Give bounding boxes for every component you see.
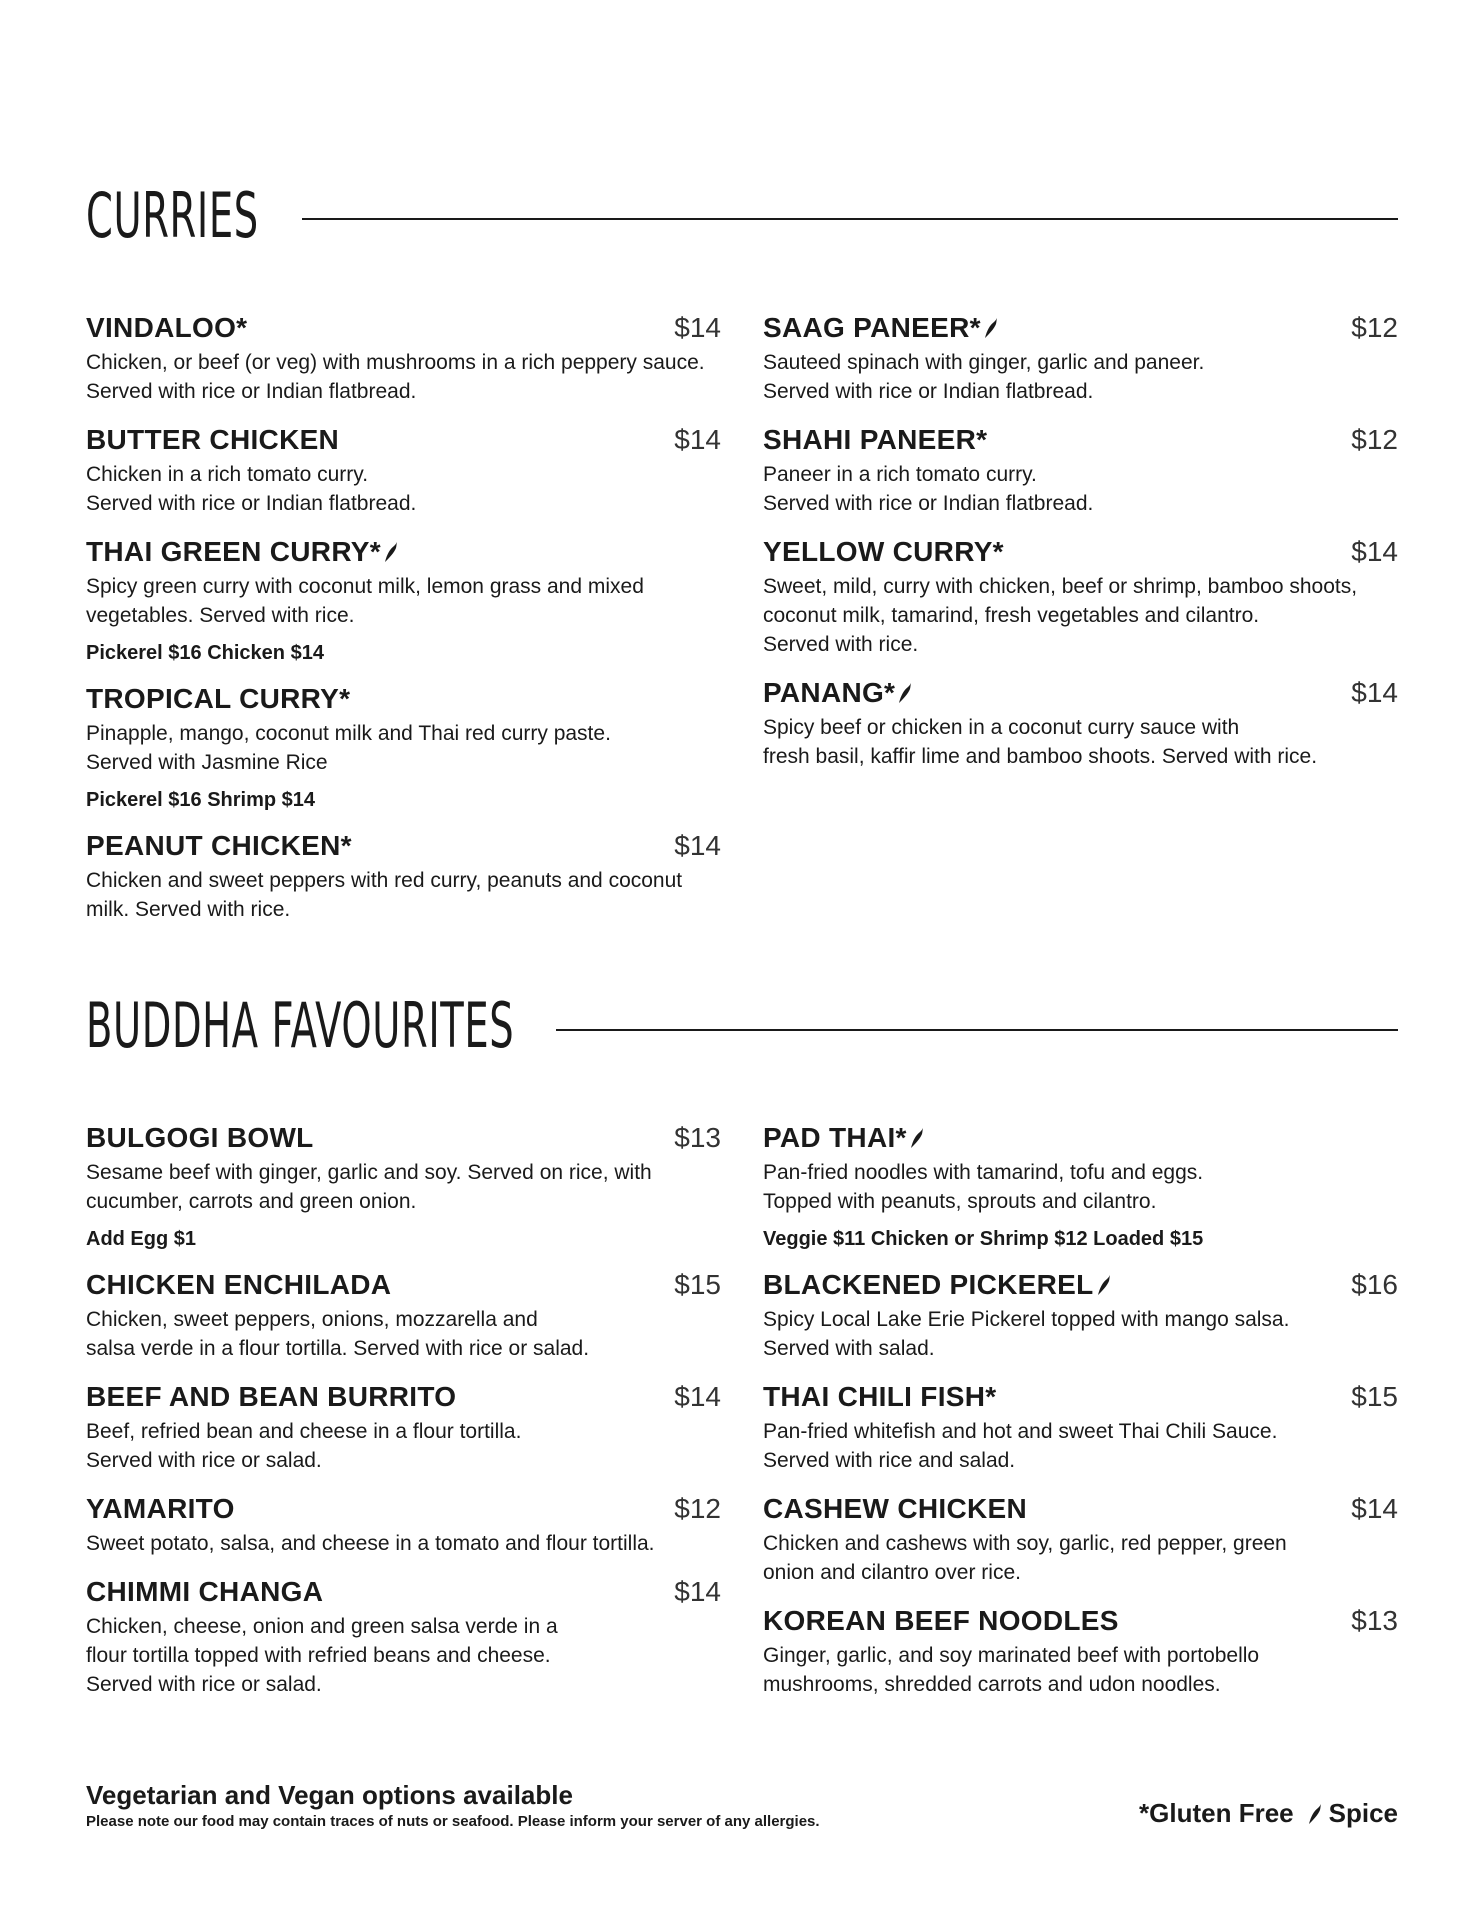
menu-item-header — [86, 312, 721, 344]
menu-item-price: $14 — [1351, 536, 1398, 567]
menu-item-name: PAD THAI* — [763, 1122, 907, 1153]
menu-item-title — [763, 1605, 1119, 1637]
menu-item-name: BULGOGI BOWL — [86, 1122, 314, 1153]
menu-item-title — [86, 830, 352, 862]
menu-item-panang — [763, 677, 1398, 771]
legend-gluten-free: *Gluten Free — [1139, 1798, 1294, 1828]
menu-item-name: CHICKEN ENCHILADA — [86, 1269, 392, 1300]
favourites-left-column — [86, 1122, 721, 1717]
menu-item-title — [763, 1269, 1112, 1301]
section-title-curries: CURRIES — [86, 179, 259, 252]
menu-item-peanut-chicken — [86, 830, 721, 924]
curries-left-column — [86, 312, 721, 942]
menu-item-header — [86, 830, 721, 862]
menu-item-price: $14 — [674, 424, 721, 455]
menu-item-title — [763, 536, 1004, 568]
chili-icon — [984, 317, 999, 339]
menu-item-options: Veggie $11 Chicken or Shrimp $12 Loaded $15 — [763, 1228, 1204, 1250]
menu-item-header — [86, 683, 721, 715]
menu-item-title — [763, 1122, 925, 1154]
menu-item-title — [763, 424, 987, 456]
curries-divider — [302, 218, 1398, 220]
menu-item-saag-paneer — [763, 312, 1398, 406]
menu-item-bulgogi-bowl — [86, 1122, 721, 1251]
curries-right-column — [763, 312, 1398, 789]
chili-icon — [1097, 1274, 1112, 1296]
menu-item-title — [86, 683, 350, 715]
menu-item-description: Sweet potato, salsa, and cheese in a tomato and flour tortilla. — [86, 1532, 655, 1555]
section-title-favourites: BUDDHA FAVOURITES — [86, 989, 515, 1062]
menu-item-price: $12 — [1351, 424, 1398, 455]
chili-icon — [1308, 1803, 1323, 1825]
menu-item-description: Chicken, sweet peppers, onions, mozzarella and salsa verde in a flour tortilla. Served with rice or salad. — [86, 1308, 590, 1360]
menu-item-header — [763, 312, 1398, 344]
menu-item-description: Pan-fried noodles with tamarind, tofu and eggs. Topped with peanuts, sprouts and cilantro. — [763, 1161, 1204, 1213]
menu-item-price: $14 — [674, 1576, 721, 1607]
menu-item-butter-chicken — [86, 424, 721, 518]
menu-item-title — [763, 312, 999, 344]
menu-item-chicken-enchilada — [86, 1269, 721, 1363]
menu-item-title — [86, 312, 247, 344]
menu-item-pad-thai — [763, 1122, 1398, 1251]
menu-item-header — [763, 1493, 1398, 1525]
menu-item-price: $13 — [674, 1122, 721, 1153]
menu-item-name: PEANUT CHICKEN* — [86, 830, 352, 861]
favourites-right-column — [763, 1122, 1398, 1717]
menu-item-shahi-paneer — [763, 424, 1398, 518]
menu-item-name: YAMARITO — [86, 1493, 235, 1524]
menu-item-price: $16 — [1351, 1269, 1398, 1300]
menu-item-description: Ginger, garlic, and soy marinated beef with portobello mushrooms, shredded carrots and udon noodles. — [763, 1644, 1260, 1696]
menu-item-chimmi-changa — [86, 1576, 721, 1699]
menu-item-name: CHIMMI CHANGA — [86, 1576, 324, 1607]
chili-icon — [384, 541, 399, 563]
chili-icon — [910, 1127, 925, 1149]
menu-item-header — [86, 536, 721, 568]
menu-item-header — [86, 1381, 721, 1413]
menu-item-header — [763, 1122, 1398, 1154]
menu-item-description: Spicy Local Lake Erie Pickerel topped with mango salsa. Served with salad. — [763, 1308, 1290, 1360]
menu-item-title — [86, 536, 399, 568]
legend-spice: Spice — [1328, 1798, 1398, 1828]
menu-item-name: CASHEW CHICKEN — [763, 1493, 1027, 1524]
menu-item-price: $14 — [674, 312, 721, 343]
menu-item-blackened-pickerel — [763, 1269, 1398, 1363]
menu-item-header — [86, 1576, 721, 1608]
menu-item-thai-chili-fish — [763, 1381, 1398, 1475]
menu-item-title — [86, 1269, 391, 1301]
legend — [1139, 1798, 1398, 1829]
menu-item-description: Paneer in a rich tomato curry. Served with rice or Indian flatbread. — [763, 463, 1094, 515]
menu-item-description: Beef, refried bean and cheese in a flour tortilla. Served with rice or salad. — [86, 1420, 522, 1472]
footer-title: Vegetarian and Vegan options available — [86, 1780, 573, 1810]
menu-item-name: PANANG* — [763, 677, 896, 708]
menu-item-price: $12 — [674, 1493, 721, 1524]
chili-icon — [898, 682, 913, 704]
menu-item-beef-and-bean-burrito — [86, 1381, 721, 1475]
menu-item-yamarito — [86, 1493, 721, 1558]
menu-item-yellow-curry — [763, 536, 1398, 659]
menu-item-name: VINDALOO* — [86, 312, 248, 343]
menu-item-description: Sweet, mild, curry with chicken, beef or shrimp, bamboo shoots, coconut milk, tamarind, fresh vegetables and cilantro. Served with rice. — [763, 575, 1358, 656]
menu-item-tropical-curry — [86, 683, 721, 812]
menu-item-header — [763, 536, 1398, 568]
menu-item-header — [763, 677, 1398, 709]
menu-item-vindaloo — [86, 312, 721, 406]
menu-item-name: SHAHI PANEER* — [763, 424, 988, 455]
menu-item-description: Chicken and cashews with soy, garlic, red pepper, green onion and cilantro over rice. — [763, 1532, 1287, 1584]
menu-item-description: Spicy green curry with coconut milk, lemon grass and mixed vegetables. Served with rice. — [86, 575, 644, 627]
menu-item-name: THAI GREEN CURRY* — [86, 536, 381, 567]
menu-item-header — [763, 424, 1398, 456]
menu-item-price: $13 — [1351, 1605, 1398, 1636]
menu-item-name: BEEF AND BEAN BURRITO — [86, 1381, 457, 1412]
menu-item-name: BUTTER CHICKEN — [86, 424, 340, 455]
menu-item-thai-green-curry — [86, 536, 721, 665]
menu-item-options: Pickerel $16 Shrimp $14 — [86, 789, 316, 811]
menu-item-price: $14 — [1351, 1493, 1398, 1524]
menu-item-price: $14 — [674, 1381, 721, 1412]
menu-item-title — [763, 677, 913, 709]
menu-item-title — [86, 424, 339, 456]
menu-item-title — [86, 1381, 456, 1413]
menu-item-name: BLACKENED PICKEREL — [763, 1269, 1094, 1300]
favourites-divider — [556, 1029, 1398, 1031]
menu-item-header — [763, 1269, 1398, 1301]
menu-item-header — [86, 424, 721, 456]
menu-item-korean-beef-noodles — [763, 1605, 1398, 1699]
menu-item-title — [86, 1493, 235, 1525]
menu-item-title — [763, 1493, 1027, 1525]
menu-item-price: $15 — [1351, 1381, 1398, 1412]
menu-item-name: THAI CHILI FISH* — [763, 1381, 997, 1412]
menu-item-header — [86, 1269, 721, 1301]
menu-item-description: Spicy beef or chicken in a coconut curry sauce with fresh basil, kaffir lime and bamboo shoots. Served with rice. — [763, 716, 1318, 768]
menu-item-description: Pinapple, mango, coconut milk and Thai red curry paste. Served with Jasmine Rice — [86, 722, 611, 774]
menu-item-header — [763, 1605, 1398, 1637]
menu-item-options: Add Egg $1 — [86, 1228, 197, 1250]
menu-item-description: Sesame beef with ginger, garlic and soy. Served on rice, with cucumber, carrots and green onion. — [86, 1161, 652, 1213]
curries-header — [86, 179, 1398, 252]
menu-item-header — [86, 1122, 721, 1154]
menu-item-header — [86, 1493, 721, 1525]
menu-item-description: Chicken, cheese, onion and green salsa verde in a flour tortilla topped with refried beans and cheese. Served with rice or salad. — [86, 1615, 558, 1696]
menu-item-name: SAAG PANEER* — [763, 312, 981, 343]
menu-item-description: Pan-fried whitefish and hot and sweet Thai Chili Sauce. Served with rice and salad. — [763, 1420, 1278, 1472]
menu-item-price: $12 — [1351, 312, 1398, 343]
menu-item-description: Sauteed spinach with ginger, garlic and paneer. Served with rice or Indian flatbread. — [763, 351, 1205, 403]
menu-item-price: $14 — [1351, 677, 1398, 708]
menu-item-description: Chicken and sweet peppers with red curry, peanuts and coconut milk. Served with rice. — [86, 869, 683, 921]
menu-item-title — [763, 1381, 996, 1413]
menu-item-description: Chicken in a rich tomato curry. Served with rice or Indian flatbread. — [86, 463, 417, 515]
allergy-note: Please note our food may contain traces of nuts or seafood. Please inform your server of any allergies. — [86, 1813, 820, 1830]
menu-item-price: $14 — [674, 830, 721, 861]
favourites-header — [86, 989, 1398, 1062]
menu-item-title — [86, 1576, 323, 1608]
menu-item-name: KOREAN BEEF NOODLES — [763, 1605, 1119, 1636]
menu-item-options: Pickerel $16 Chicken $14 — [86, 642, 324, 664]
menu-item-header — [763, 1381, 1398, 1413]
menu-item-price: $15 — [674, 1269, 721, 1300]
menu-item-title — [86, 1122, 314, 1154]
menu-item-name: YELLOW CURRY* — [763, 536, 1004, 567]
menu-item-name: TROPICAL CURRY* — [86, 683, 351, 714]
menu-item-description: Chicken, or beef (or veg) with mushrooms in a rich peppery sauce. Served with rice or Indian flatbread. — [86, 351, 705, 403]
footer-notes — [86, 1780, 820, 1830]
menu-item-cashew-chicken — [763, 1493, 1398, 1587]
